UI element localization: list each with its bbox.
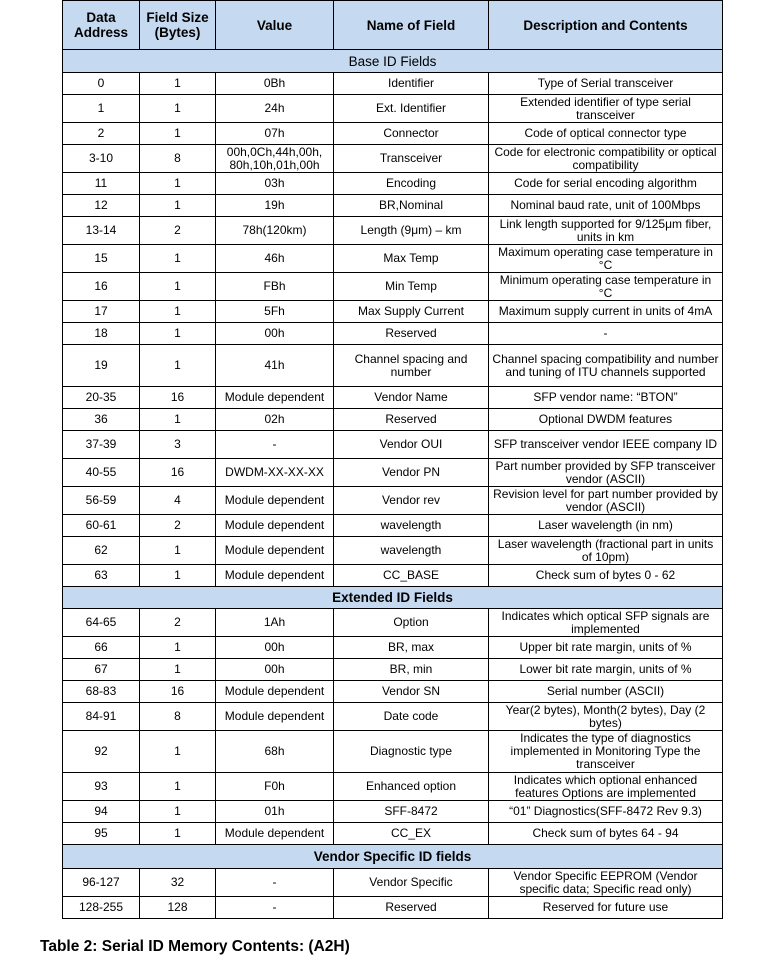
table-row [63, 659, 723, 681]
field-name-cell: BR, max [334, 637, 489, 659]
field-name-cell: Reserved [334, 897, 489, 919]
table-row [63, 459, 723, 487]
data-address-cell: 36 [63, 409, 140, 431]
data-address-cell: 94 [63, 801, 140, 823]
field-size-cell: 1 [140, 195, 216, 217]
field-size-cell: 1 [140, 273, 216, 301]
table-row [63, 823, 723, 845]
description-cell: Reserved for future use [489, 897, 723, 919]
table-row [63, 409, 723, 431]
table-row [63, 217, 723, 245]
table-row [63, 195, 723, 217]
serial-id-table [62, 0, 723, 919]
description-cell: Check sum of bytes 0 - 62 [489, 565, 723, 587]
field-name-cell: wavelength [334, 537, 489, 565]
data-address-cell: 56-59 [63, 487, 140, 515]
data-address-cell: 93 [63, 773, 140, 801]
description-cell: SFP vendor name: “BTON” [489, 387, 723, 409]
description-cell: Type of Serial transceiver [489, 73, 723, 95]
data-address-cell: 62 [63, 537, 140, 565]
value-cell: 07h [216, 123, 334, 145]
data-address-cell: 128-255 [63, 897, 140, 919]
value-cell: Module dependent [216, 565, 334, 587]
table-row [63, 487, 723, 515]
field-name-cell: Identifier [334, 73, 489, 95]
data-address-cell: 15 [63, 245, 140, 273]
section-title: Extended ID Fields [63, 587, 723, 609]
field-name-cell: Vendor Specific [334, 869, 489, 897]
value-cell: 00h,0Ch,44h,00h, 80h,10h,01h,00h [216, 145, 334, 173]
table-row [63, 515, 723, 537]
field-name-cell: Reserved [334, 409, 489, 431]
value-cell: 41h [216, 345, 334, 387]
value-cell: Module dependent [216, 387, 334, 409]
field-name-cell: Connector [334, 123, 489, 145]
field-name-cell: Vendor rev [334, 487, 489, 515]
field-name-cell: Reserved [334, 323, 489, 345]
description-cell: Part number provided by SFP transceiver vendor (ASCII) [489, 459, 723, 487]
table-body [63, 50, 723, 919]
table-row [63, 145, 723, 173]
section-header-row [63, 845, 723, 869]
data-address-cell: 0 [63, 73, 140, 95]
header-row [63, 1, 723, 50]
field-name-cell: CC_BASE [334, 565, 489, 587]
description-cell: Link length supported for 9/125μm fiber, units in km [489, 217, 723, 245]
data-address-cell: 1 [63, 95, 140, 123]
description-cell: Laser wavelength (in nm) [489, 515, 723, 537]
data-address-cell: 18 [63, 323, 140, 345]
data-address-cell: 60-61 [63, 515, 140, 537]
table-row [63, 345, 723, 387]
description-cell: Code of optical connector type [489, 123, 723, 145]
description-cell: Indicates which optional enhanced features Options are implemented [489, 773, 723, 801]
table-row [63, 245, 723, 273]
table-row [63, 323, 723, 345]
field-size-cell: 1 [140, 537, 216, 565]
field-size-cell: 1 [140, 301, 216, 323]
table-row [63, 431, 723, 459]
field-size-cell: 1 [140, 801, 216, 823]
field-size-cell: 1 [140, 123, 216, 145]
data-address-cell: 63 [63, 565, 140, 587]
data-address-cell: 12 [63, 195, 140, 217]
field-size-cell: 1 [140, 95, 216, 123]
table-row [63, 387, 723, 409]
data-address-cell: 37-39 [63, 431, 140, 459]
field-name-cell: wavelength [334, 515, 489, 537]
header-description: Description and Contents [489, 1, 723, 50]
value-cell: 46h [216, 245, 334, 273]
field-size-cell: 1 [140, 823, 216, 845]
value-cell: DWDM-XX-XX-XX [216, 459, 334, 487]
field-size-cell: 1 [140, 565, 216, 587]
table-row [63, 731, 723, 773]
header-data-address: Data Address [63, 1, 140, 50]
description-cell: Optional DWDM features [489, 409, 723, 431]
field-name-cell: Max Temp [334, 245, 489, 273]
table-row [63, 537, 723, 565]
value-cell: Module dependent [216, 537, 334, 565]
data-address-cell: 92 [63, 731, 140, 773]
value-cell: Module dependent [216, 515, 334, 537]
field-name-cell: Channel spacing and number [334, 345, 489, 387]
data-address-cell: 68-83 [63, 681, 140, 703]
table-row [63, 681, 723, 703]
field-name-cell: Vendor SN [334, 681, 489, 703]
field-size-cell: 16 [140, 459, 216, 487]
field-name-cell: Transceiver [334, 145, 489, 173]
field-size-cell: 2 [140, 609, 216, 637]
data-address-cell: 20-35 [63, 387, 140, 409]
field-name-cell: Enhanced option [334, 773, 489, 801]
data-address-cell: 84-91 [63, 703, 140, 731]
field-size-cell: 1 [140, 345, 216, 387]
data-address-cell: 11 [63, 173, 140, 195]
field-size-cell: 16 [140, 681, 216, 703]
field-size-cell: 1 [140, 245, 216, 273]
data-address-cell: 13-14 [63, 217, 140, 245]
description-cell: Laser wavelength (fractional part in units of 10pm) [489, 537, 723, 565]
description-cell: Channel spacing compatibility and number and tuning of ITU channels supported [489, 345, 723, 387]
section-title: Vendor Specific ID fields [63, 845, 723, 869]
table-row [63, 273, 723, 301]
description-cell: Check sum of bytes 64 - 94 [489, 823, 723, 845]
data-address-cell: 64-65 [63, 609, 140, 637]
section-header-row [63, 50, 723, 73]
value-cell: 68h [216, 731, 334, 773]
data-address-cell: 40-55 [63, 459, 140, 487]
field-name-cell: CC_EX [334, 823, 489, 845]
field-name-cell: Min Temp [334, 273, 489, 301]
value-cell: - [216, 431, 334, 459]
field-name-cell: SFF-8472 [334, 801, 489, 823]
table-row [63, 95, 723, 123]
field-name-cell: BR, min [334, 659, 489, 681]
description-cell: Lower bit rate margin, units of % [489, 659, 723, 681]
value-cell: Module dependent [216, 703, 334, 731]
field-size-cell: 32 [140, 869, 216, 897]
field-size-cell: 128 [140, 897, 216, 919]
field-size-cell: 1 [140, 731, 216, 773]
value-cell: 01h [216, 801, 334, 823]
description-cell: “01” Diagnostics(SFF-8472 Rev 9.3) [489, 801, 723, 823]
description-cell: Extended identifier of type serial transceiver [489, 95, 723, 123]
table-row [63, 609, 723, 637]
data-address-cell: 17 [63, 301, 140, 323]
field-size-cell: 8 [140, 703, 216, 731]
header-field-size: Field Size (Bytes) [140, 1, 216, 50]
value-cell: 1Ah [216, 609, 334, 637]
field-size-cell: 1 [140, 323, 216, 345]
field-name-cell: Ext. Identifier [334, 95, 489, 123]
description-cell: Vendor Specific EEPROM (Vendor specific data; Specific read only) [489, 869, 723, 897]
field-size-cell: 1 [140, 173, 216, 195]
field-size-cell: 1 [140, 637, 216, 659]
description-cell: Year(2 bytes), Month(2 bytes), Day (2 bytes) [489, 703, 723, 731]
value-cell: - [216, 897, 334, 919]
table-row [63, 897, 723, 919]
section-header-row [63, 587, 723, 609]
data-address-cell: 67 [63, 659, 140, 681]
field-name-cell: Diagnostic type [334, 731, 489, 773]
table-row [63, 301, 723, 323]
value-cell: 00h [216, 637, 334, 659]
description-cell: Code for electronic compatibility or optical compatibility [489, 145, 723, 173]
description-cell: Revision level for part number provided by vendor (ASCII) [489, 487, 723, 515]
value-cell: Module dependent [216, 487, 334, 515]
field-size-cell: 16 [140, 387, 216, 409]
value-cell: Module dependent [216, 823, 334, 845]
value-cell: 24h [216, 95, 334, 123]
field-size-cell: 2 [140, 217, 216, 245]
table-row [63, 123, 723, 145]
field-size-cell: 2 [140, 515, 216, 537]
description-cell: Nominal baud rate, unit of 100Mbps [489, 195, 723, 217]
field-size-cell: 1 [140, 773, 216, 801]
table-row [63, 773, 723, 801]
section-title: Base ID Fields [63, 50, 723, 73]
value-cell: 00h [216, 323, 334, 345]
table-caption: Table 2: Serial ID Memory Contents: (A2H) [40, 938, 350, 955]
description-cell: Code for serial encoding algorithm [489, 173, 723, 195]
field-name-cell: BR,Nominal [334, 195, 489, 217]
table-row [63, 703, 723, 731]
value-cell: 00h [216, 659, 334, 681]
value-cell: 5Fh [216, 301, 334, 323]
field-size-cell: 4 [140, 487, 216, 515]
field-name-cell: Encoding [334, 173, 489, 195]
value-cell: F0h [216, 773, 334, 801]
table-row [63, 801, 723, 823]
table-row [63, 73, 723, 95]
description-cell: Minimum operating case temperature in °C [489, 273, 723, 301]
description-cell: Maximum operating case temperature in °C [489, 245, 723, 273]
table-row [63, 637, 723, 659]
value-cell: 03h [216, 173, 334, 195]
field-name-cell: Max Supply Current [334, 301, 489, 323]
header-value: Value [216, 1, 334, 50]
data-address-cell: 19 [63, 345, 140, 387]
field-name-cell: Option [334, 609, 489, 637]
data-address-cell: 3-10 [63, 145, 140, 173]
field-size-cell: 1 [140, 409, 216, 431]
table-row [63, 565, 723, 587]
table-row [63, 869, 723, 897]
description-cell: Upper bit rate margin, units of % [489, 637, 723, 659]
field-name-cell: Vendor Name [334, 387, 489, 409]
description-cell: Indicates the type of diagnostics implemented in Monitoring Type the transceiver [489, 731, 723, 773]
data-address-cell: 95 [63, 823, 140, 845]
description-cell: Indicates which optical SFP signals are implemented [489, 609, 723, 637]
data-address-cell: 16 [63, 273, 140, 301]
description-cell: Maximum supply current in units of 4mA [489, 301, 723, 323]
description-cell: Serial number (ASCII) [489, 681, 723, 703]
field-name-cell: Length (9μm) – km [334, 217, 489, 245]
value-cell: 78h(120km) [216, 217, 334, 245]
value-cell: 02h [216, 409, 334, 431]
field-size-cell: 1 [140, 73, 216, 95]
value-cell: Module dependent [216, 681, 334, 703]
data-address-cell: 2 [63, 123, 140, 145]
value-cell: 0Bh [216, 73, 334, 95]
description-cell: SFP transceiver vendor IEEE company ID [489, 431, 723, 459]
field-name-cell: Vendor OUI [334, 431, 489, 459]
table-row [63, 173, 723, 195]
data-address-cell: 66 [63, 637, 140, 659]
field-size-cell: 8 [140, 145, 216, 173]
data-address-cell: 96-127 [63, 869, 140, 897]
value-cell: - [216, 869, 334, 897]
header-field-name: Name of Field [334, 1, 489, 50]
field-size-cell: 3 [140, 431, 216, 459]
description-cell: - [489, 323, 723, 345]
field-name-cell: Vendor PN [334, 459, 489, 487]
field-name-cell: Date code [334, 703, 489, 731]
value-cell: FBh [216, 273, 334, 301]
value-cell: 19h [216, 195, 334, 217]
field-size-cell: 1 [140, 659, 216, 681]
